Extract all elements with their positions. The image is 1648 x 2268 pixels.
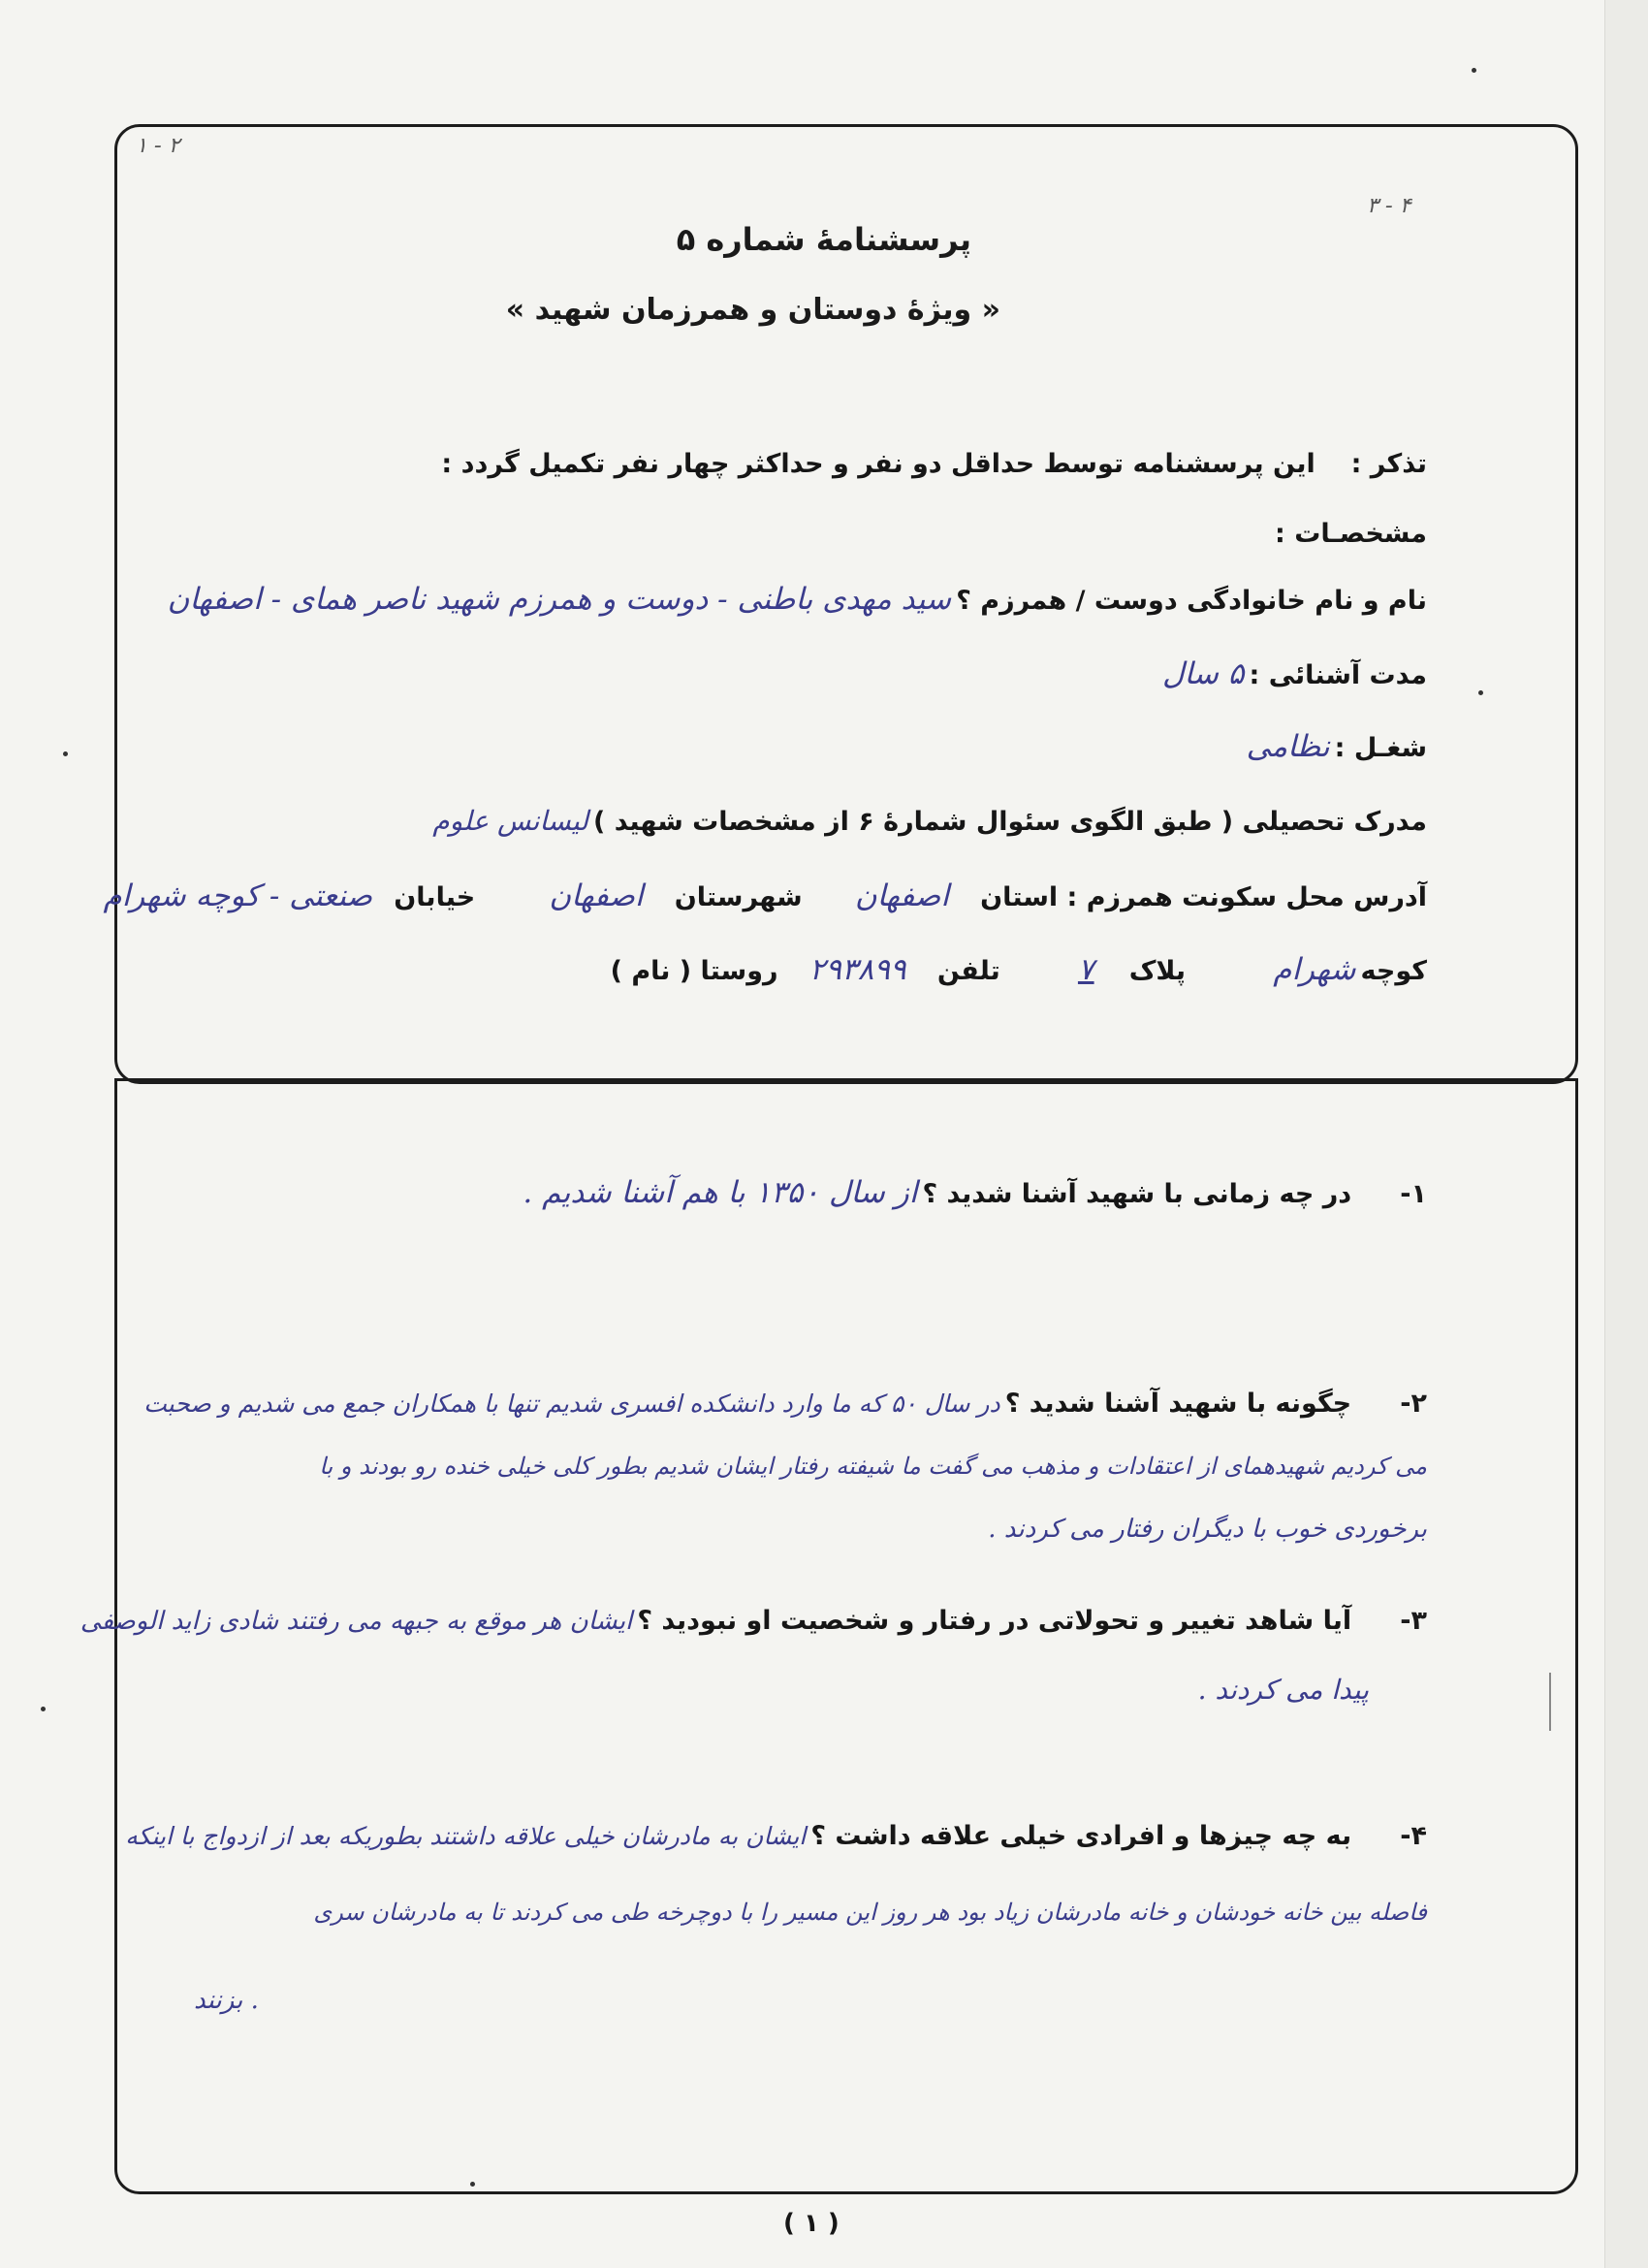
margin-scribble-left: ۱ - ۲ [136,134,180,158]
answer-line: بزنند . [194,1986,259,2015]
question-number: ۴- [1400,1821,1427,1851]
answer-line: برخوردی خوب با دیگران رفتار می کردند . [988,1515,1427,1544]
education-row [432,805,1427,837]
address-row [103,878,1427,913]
education-value: لیسانس علوم [432,805,588,837]
question-text: چگونه با شهید آشنا شدید ؟ [1004,1389,1352,1419]
city-label: شهرستان [674,882,803,912]
answer-line: پیدا می کردند . [1197,1674,1369,1706]
answer-line: فاصله بین خانه خودشان و خانه مادرشان زیاد بود هر روز این مسیر را با دوچرخه طی می کردند تا به مادرشان سری [313,1899,1427,1926]
answer-line: ایشان هر موقع به جبهه می رفتند شادی زاید الوصفی [79,1607,633,1636]
job-label: شغـل : [1334,733,1427,763]
street-value: صنعتی - کوچه شهرام [103,878,373,913]
name-label: نام و نام خانوادگی دوست / همرزم ؟ [956,586,1427,616]
margin-scribble-right: ۳ - ۴ [1367,194,1411,218]
questions-frame [114,1078,1578,2194]
margin-mark [1549,1673,1551,1731]
alley-value: شهرام [1273,952,1356,987]
page-subtitle: « ویژهٔ دوستان و همرزمان شهید » [505,293,1000,327]
answer-line: از سال ۱۳۵۰ با هم آشنا شدیم . [523,1175,918,1210]
answer-line: ایشان به مادرشان خیلی علاقه داشتند بطوریکه بعد از ازدواج با اینکه [125,1822,807,1850]
question-2 [143,1389,1427,1419]
specs-heading: مشخصـات : [1275,519,1427,549]
plaque-value: ۷ [1077,952,1094,987]
margin-dot [1472,68,1476,73]
page-edge [1604,0,1648,2268]
street-label: خیابان [394,882,476,912]
plaque-label: پلاک [1128,956,1187,986]
job-row [1247,729,1427,764]
question-4 [125,1821,1427,1851]
margin-dot [470,2182,475,2187]
note-text: این پرسشنامه توسط حداقل دو نفر و حداکثر چهار نفر تکمیل گردد : [441,449,1315,479]
margin-dot [63,751,68,756]
note-line [441,449,1427,479]
note-label: تذکر : [1350,449,1427,479]
alley-label: کوچه [1360,956,1427,986]
question-text: آیا شاهد تغییر و تحولاتی در رفتار و شخصیت او نبودید ؟ [637,1606,1352,1636]
question-3 [80,1606,1427,1636]
answer-line: در سال ۵۰ که ما وارد دانشکده افسری شدیم تنها با همکاران جمع می شدیم و صحبت [143,1390,1000,1418]
phone-label: تلفن [936,956,1000,986]
answer-line: می کردیم شهیدهمای از اعتقادات و مذهب می گفت ما شیفته رفتار ایشان شدیم بطور کلی خیلی خنده رو بودند و با [319,1453,1427,1480]
duration-row [1162,656,1427,691]
contact-row [611,952,1427,987]
question-1 [523,1175,1427,1210]
page-number: ( ۱ ) [783,2209,840,2238]
province-value: اصفهان [854,878,949,913]
village-label: روستا ( نام ) [610,956,778,986]
page-title: پرسشنامهٔ شماره ۵ [676,221,971,258]
phone-value: ۲۹۳۸۹۹ [808,952,906,987]
name-row [168,582,1427,617]
margin-dot [41,1707,46,1711]
question-text: به چه چیزها و افرادی خیلی علاقه داشت ؟ [810,1821,1352,1851]
address-label: آدرس محل سکونت همرزم : استان [980,882,1427,912]
name-value: سید مهدی باطنی - دوست و همرزم شهید ناصر همای - اصفهان [167,582,952,617]
question-text: در چه زمانی با شهید آشنا شدید ؟ [922,1179,1352,1209]
job-value: نظامی [1246,729,1330,764]
margin-dot [1478,690,1483,695]
duration-label: مدت آشنائی : [1249,660,1427,690]
question-number: ۲- [1400,1389,1427,1419]
question-number: ۳- [1400,1606,1427,1636]
education-label: مدرک تحصیلی ( طبق الگوی سئوال شمارهٔ ۶ از مشخصات شهید ) [593,807,1427,837]
duration-value: ۵ سال [1161,656,1245,691]
question-number: ۱- [1400,1179,1427,1209]
city-value: اصفهان [549,878,644,913]
